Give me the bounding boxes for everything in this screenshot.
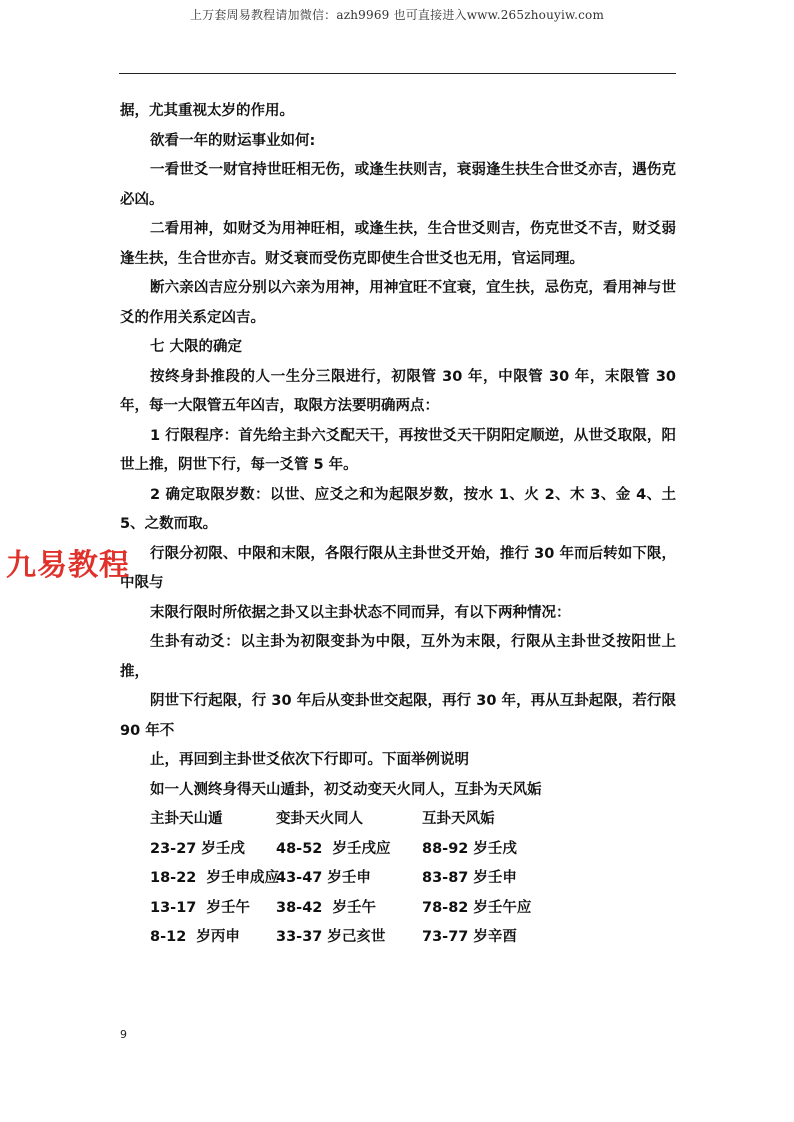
table-row [120,835,676,865]
table-cell: 73-77 岁辛酉 [422,929,517,945]
table-cell: 8-12 岁丙申 [150,929,240,945]
page-number: 9 [120,1028,127,1041]
paragraph: 据，尤其重视太岁的作用。 [120,103,294,119]
table-row [120,864,676,894]
table-row [120,923,676,953]
table-cell: 43-47 岁壬申 [276,870,371,886]
paragraph: 末限行限时所依据之卦又以主卦状态不同而异，有以下两种情况： [150,604,571,621]
paragraph: 止，再回到主卦世爻依次下行即可。下面举例说明 [150,752,469,768]
table-cell: 33-37 岁己亥世 [276,929,386,945]
paragraph: 二看用神，如财爻为用神旺相，或逢生扶，生合世爻则吉，伤克世爻不吉，财爻弱逢生扶，生合世亦吉。财爻衰而受伤克即使生合世爻也无用，官运同理。 [120,221,676,267]
table-cell: 23-27 岁壬戌 [150,840,245,857]
paragraph: 1 行限程序：首先给主卦六爻配天干，再按世爻天干阴阳定顺逆，从世爻取限，阳世上推，阴世下行，每一爻管 5 年。 [120,427,676,473]
paragraph: 2 确定取限岁数：以世、应爻之和为起限岁数，按水 1、火 2、木 3、金 4、土 5、之数而取。 [120,486,676,532]
page-header: 上万套周易教程请加微信：azh9969 也可直接进入www.265zhouyiw.com [189,8,605,22]
hexagram-table [120,805,676,953]
paragraph: 欲看一年的财运事业如何: [150,132,316,149]
paragraph: 七 大限的确定 [150,339,243,355]
paragraph: 阴世下行起限，行 30 年后从变卦世交起限，再行 30 年，再从互卦起限，若行限 90 年不 [120,693,676,739]
table-cell: 48-52 岁壬戌应 [276,840,391,857]
header-rule [119,73,676,74]
table-header-cell: 变卦天火同人 [276,811,363,827]
table-cell: 88-92 岁壬戌 [422,840,517,857]
table-header-cell: 互卦天风姤 [422,811,495,827]
paragraph: 如一人测终身得天山遁卦，初爻动变天火同人，互卦为天风姤 [150,781,542,798]
watermark-logo: 九易教程 [6,548,130,583]
table-header-row [120,805,676,835]
paragraph: 按终身卦推段的人一生分三限进行，初限管 30 年，中限管 30 年，末限管 30 年，每一大限管五年凶吉，取限方法要明确两点： [120,368,676,414]
table-cell: 83-87 岁壬申 [422,870,517,886]
document-body [120,97,676,953]
table-header-cell: 主卦天山遁 [150,811,223,827]
table-cell: 18-22 岁壬申成应 [150,870,279,886]
table-cell: 13-17 岁壬午 [150,899,250,916]
table-cell: 38-42 岁壬午 [276,899,376,916]
paragraph: 生卦有动爻：以主卦为初限变卦为中限，互外为末限，行限从主卦世爻按阳世上推， [120,634,676,680]
table-cell: 78-82 岁壬午应 [422,899,532,916]
paragraph: 断六亲凶吉应分别以六亲为用神，用神宜旺不宜衰，宜生扶，忌伤克，看用神与世爻的作用关系定凶吉。 [120,280,676,326]
paragraph-list [120,97,676,805]
table-row [120,894,676,924]
paragraph: 行限分初限、中限和末限，各限行限从主卦世爻开始，推行 30 年而后转如下限，中限与 [120,545,676,591]
paragraph: 一看世爻一财官持世旺相无伤，或逢生扶则吉，衰弱逢生扶生合世爻亦吉，遇伤克必凶。 [120,162,676,208]
